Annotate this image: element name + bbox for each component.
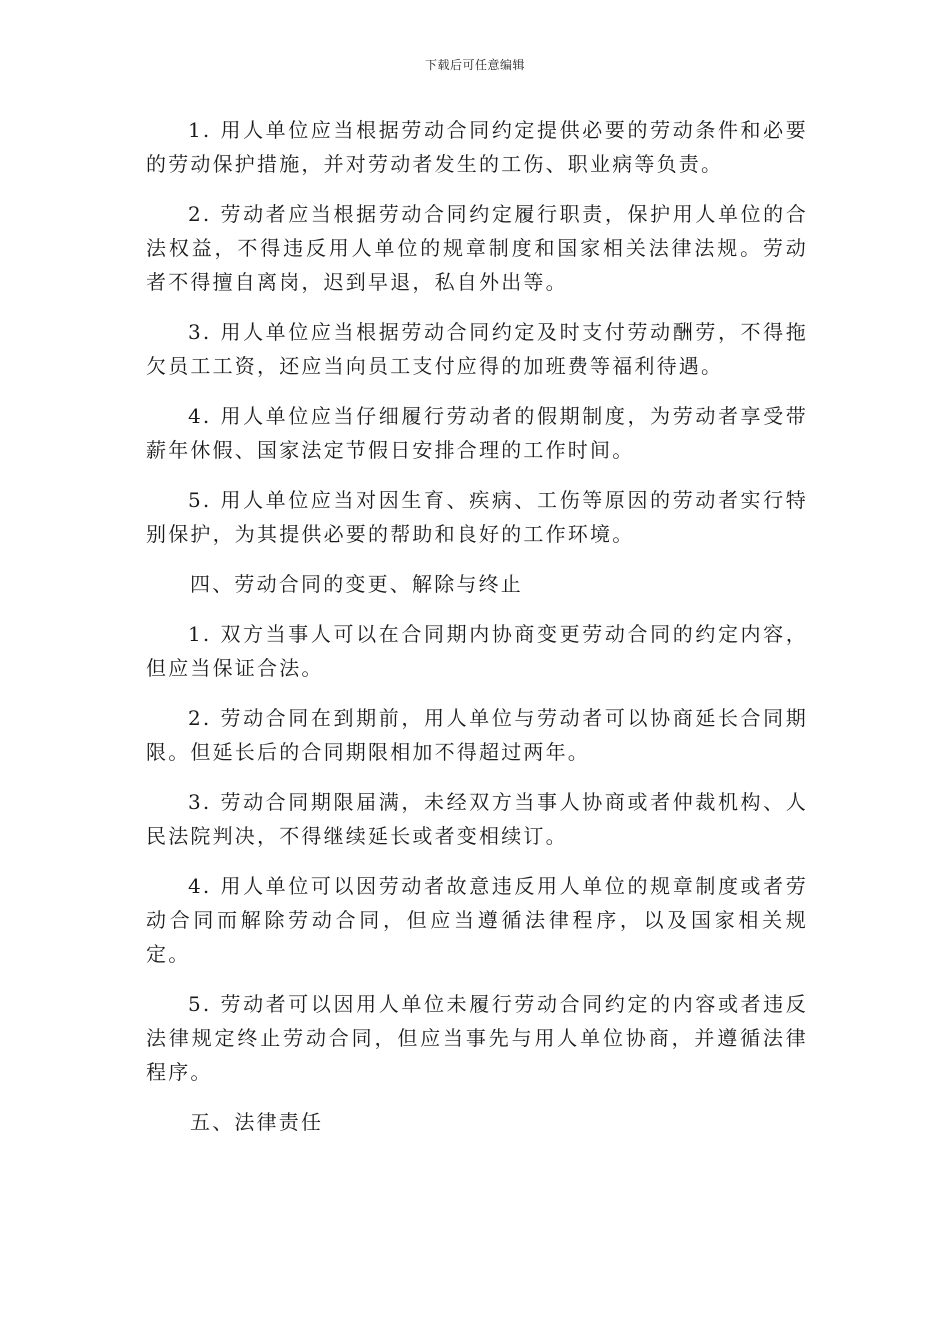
clause-paragraph: 4. 用人单位可以因劳动者故意违反用人单位的规章制度或者劳动合同而解除劳动合同，但应当遵循法律程序，以及国家相关规定。 bbox=[146, 874, 808, 966]
clause-paragraph: 5. 劳动者可以因用人单位未履行劳动合同约定的内容或者违反法律规定终止劳动合同，但应当事先与用人单位协商，并遵循法律程序。 bbox=[146, 992, 808, 1084]
clause-paragraph: 2. 劳动者应当根据劳动合同约定履行职责，保护用人单位的合法权益，不得违反用人单位的规章制度和国家相关法律法规。劳动者不得擅自离岗，迟到早退，私自外出等。 bbox=[146, 202, 808, 294]
clause-paragraph: 4. 用人单位应当仔细履行劳动者的假期制度，为劳动者享受带薪年休假、国家法定节假日安排合理的工作时间。 bbox=[146, 404, 808, 462]
clause-paragraph: 3. 用人单位应当根据劳动合同约定及时支付劳动酬劳，不得拖欠员工工资，还应当向员工支付应得的加班费等福利待遇。 bbox=[146, 320, 808, 378]
clause-paragraph: 5. 用人单位应当对因生育、疾病、工伤等原因的劳动者实行特别保护，为其提供必要的帮助和良好的工作环境。 bbox=[146, 488, 808, 546]
page-header: 下载后可任意编辑 bbox=[424, 58, 525, 72]
document-body bbox=[146, 113, 808, 1155]
clause-paragraph: 1. 双方当事人可以在合同期内协商变更劳动合同的约定内容，但应当保证合法。 bbox=[146, 622, 808, 680]
clause-paragraph: 1. 用人单位应当根据劳动合同约定提供必要的劳动条件和必要的劳动保护措施，并对劳动者发生的工伤、职业病等负责。 bbox=[146, 118, 808, 176]
clause-paragraph: 3. 劳动合同期限届满，未经双方当事人协商或者仲裁机构、人民法院判决，不得继续延长或者变相续订。 bbox=[146, 790, 808, 848]
section-heading: 四、劳动合同的变更、解除与终止 bbox=[190, 572, 523, 596]
clause-paragraph: 2. 劳动合同在到期前，用人单位与劳动者可以协商延长合同期限。但延长后的合同期限相加不得超过两年。 bbox=[146, 706, 808, 764]
section-heading: 五、法律责任 bbox=[190, 1110, 324, 1134]
